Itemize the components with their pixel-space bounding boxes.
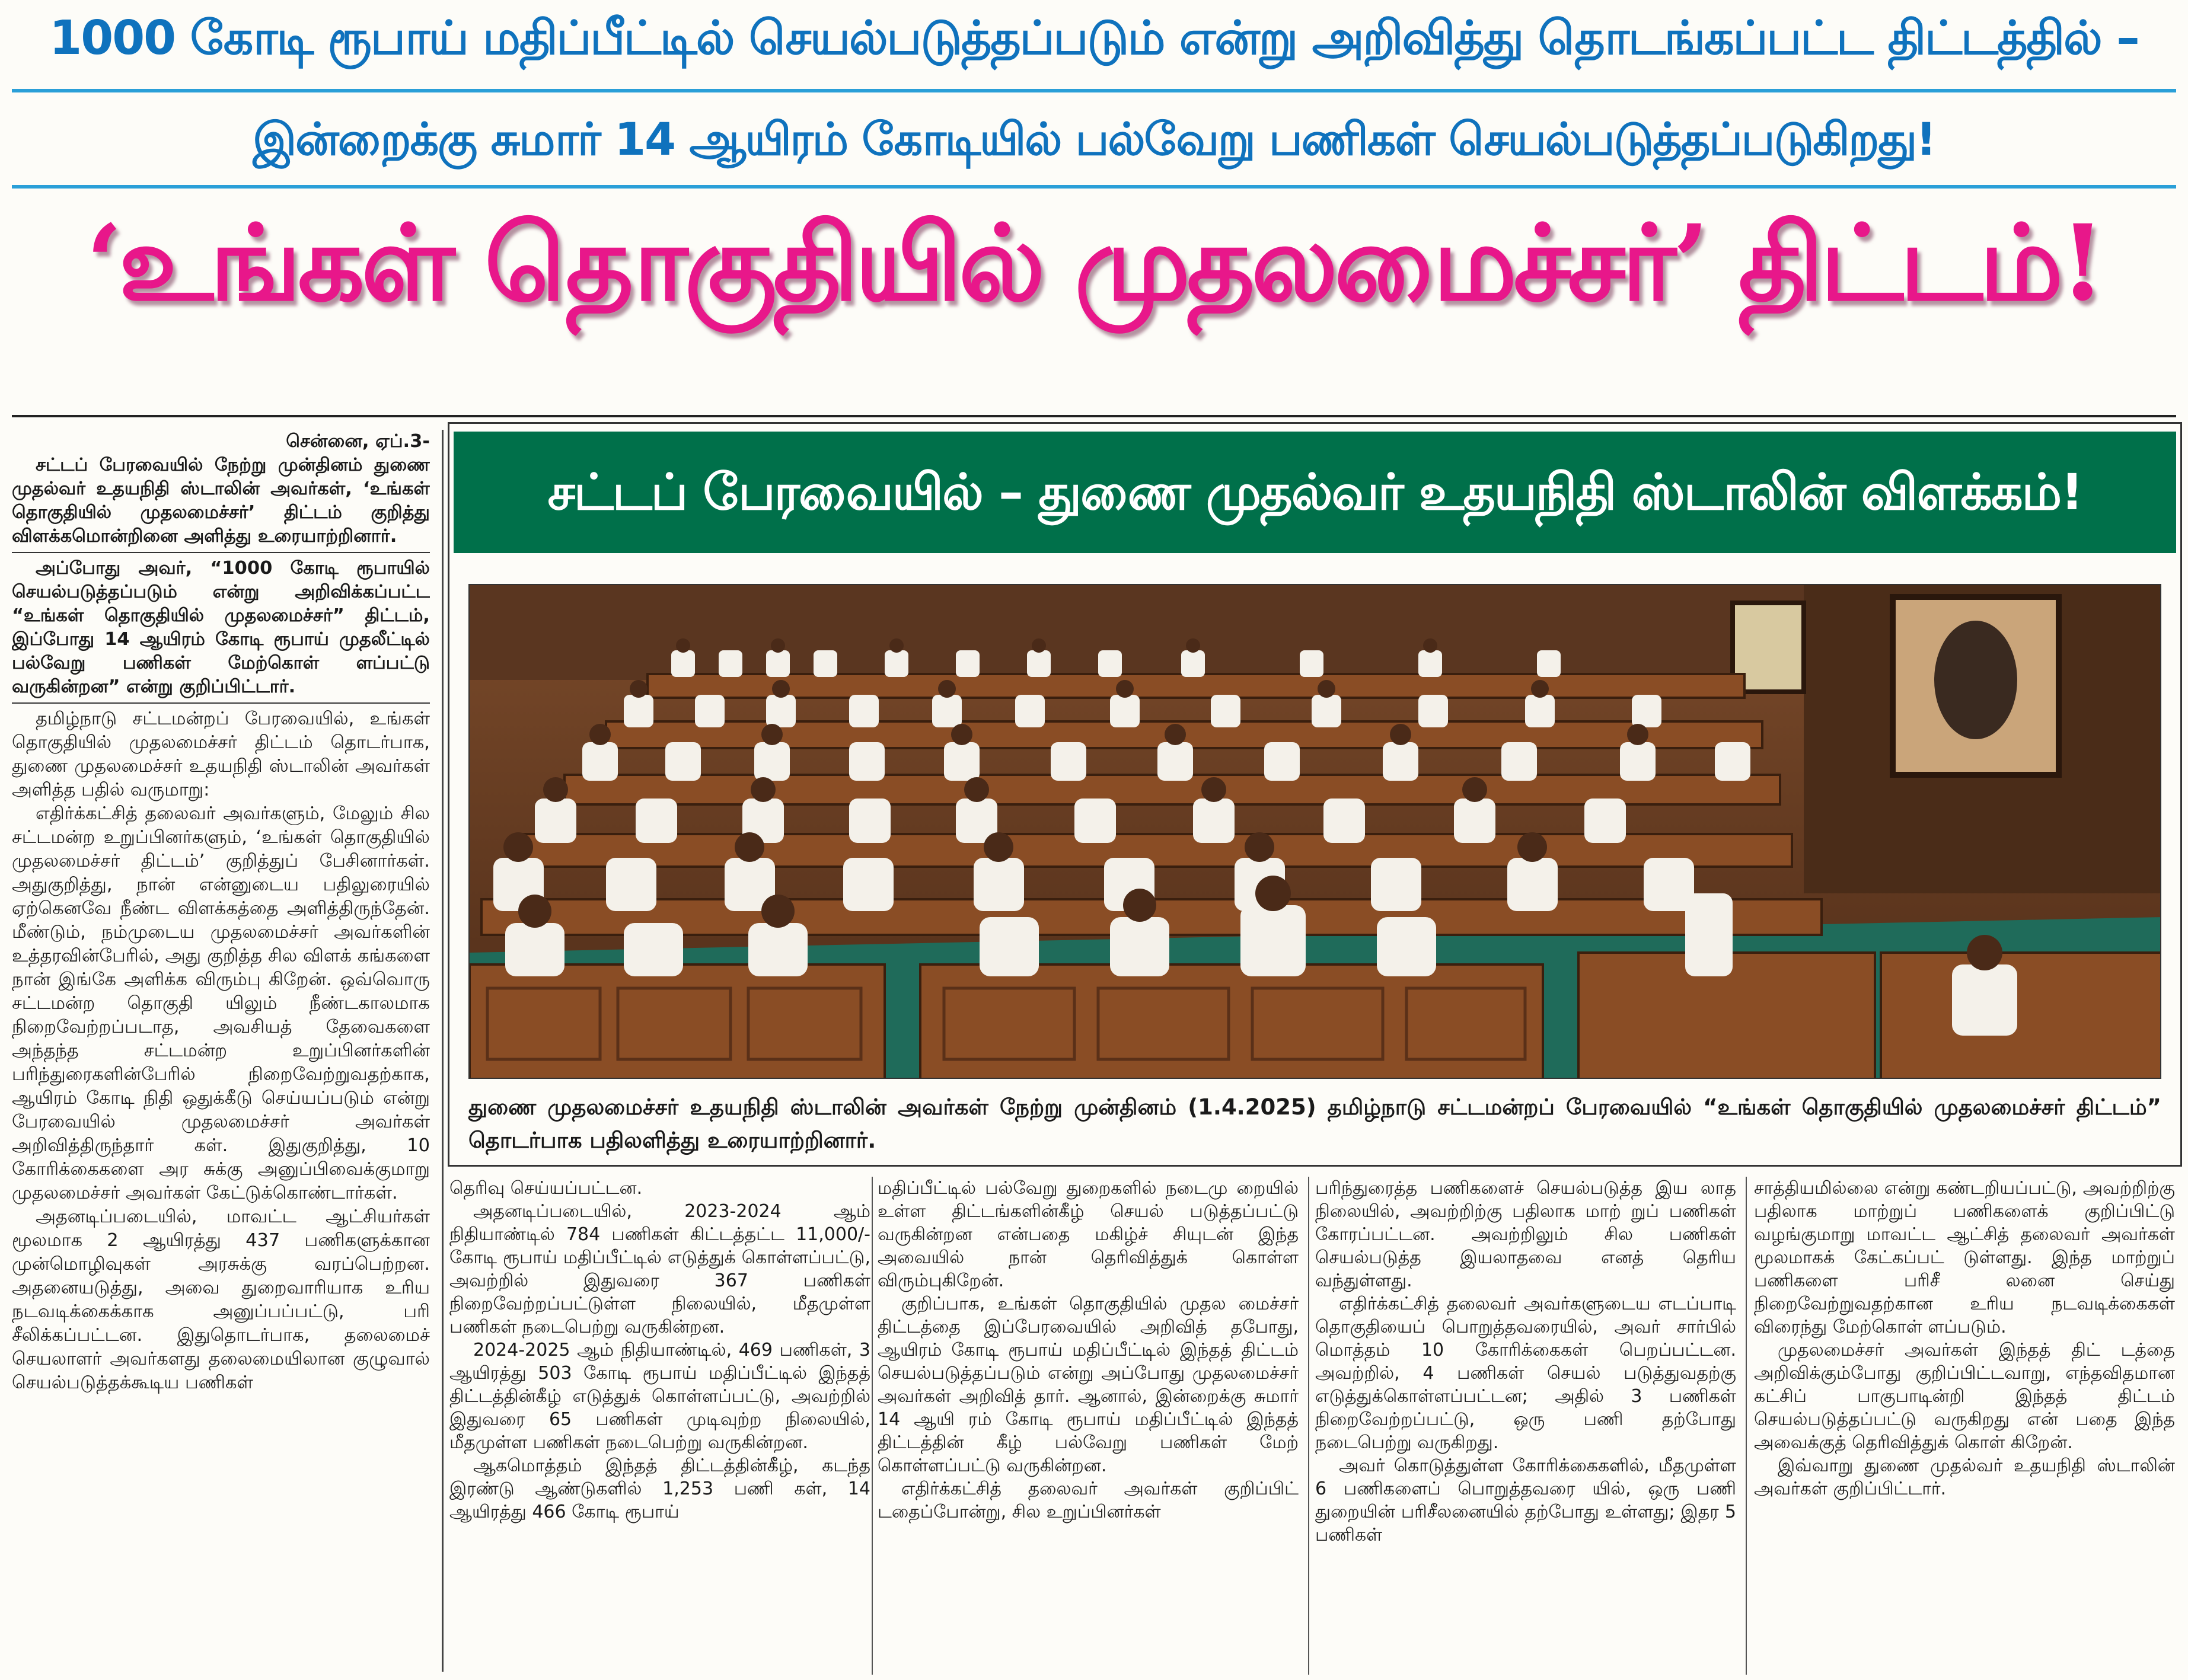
dateline: சென்னை, ஏப்.3- [286, 431, 430, 452]
kicker-line-1: 1000 கோடி ரூபாய் மதிப்பீட்டில் செயல்படுத்தப்படும் என்று அறிவித்து தொடங்கப்பட்ட திட்டத்தில் – [49, 11, 2139, 65]
banner-subheadline: சட்டப் பேரவையில் – துணை முதல்வர் உதயநிதி ஸ்டாலின் விளக்கம்! [454, 432, 2176, 553]
column-divider [872, 1177, 873, 1675]
col2-paragraph-2: குறிப்பாக, உங்கள் தொகுதியில் முதல மைச்சர் திட்டத்தை இப்பேரவையில் அறிவித் தபோது, ஆயிரம் கோடி ரூபாய் மதிப்பீட்டில் இந்தத் திட்டம் செயல்படுத்தப்படும் என்று அப்போது முதலமைச்சர் அவர்கள் அறிவித் தார். ஆனால், இன்றைக்கு சுமார் 14 ஆயி ரம் கோடி ரூபாய் மதிப்பீட்டில் இந்தத் திட்டத்தின் கீழ் பல்வேறு பணிகள் மேற் கொள்ளப்பட்டு வருகின்றன. [878, 1293, 1299, 1476]
col3-paragraph-2: எதிர்க்கட்சித் தலைவர் அவர்களுடைய எடப்பாடி தொகுதியைப் பொறுத்தவரையில், அவர் சார்பில் மொத்தம் 10 கோரிக்கைகள் பெறப்பட்டன. அவற்றில், 4 பணிகள் செயல் படுத்துவதற்கு எடுத்துக்கொள்ளப்பட்டன; அதில் 3 பணிகள் நிறைவேற்றப்பட்டு, ஒரு பணி தற்போது நடைபெற்று வருகிறது. [1315, 1293, 1736, 1453]
photo-caption: துணை முதலமைச்சர் உதயநிதி ஸ்டாலின் அவர்கள் நேற்று முன்தினம் (1.4.2025) தமிழ்நாடு சட்டமன்றப் பேரவையில் “உங்கள் தொகுதியில் முதலமைச்சர் திட்டம்” தொடர்பாக பதிலளித்து உரையாற்றினார். [468, 1094, 2161, 1153]
article-column-3 [1315, 1177, 1736, 1675]
col3-paragraph-3: அவர் கொடுத்துள்ள கோரிக்கைகளில், மீதமுள்ள 6 பணிகளைப் பொறுத்தவரை யில், ஒரு பணி துறையின் பரிசீலனையில் தற்போது உள்ளது; இதர 5 பணிகள் [1315, 1455, 1736, 1545]
left-paragraph-1: சட்டப் பேரவையில் நேற்று முன்தினம் துணை முதல்வர் உதயநிதி ஸ்டாலின் அவர்கள், ‘உங்கள் தொகுதியில் முதலமைச்சர்’ திட்டம் குறித்து விளக்கமொன்றினை அளித்து உரையாற்றினார். [12, 455, 430, 547]
header-rule-2 [12, 185, 2176, 189]
left-column [12, 430, 430, 1672]
article-column-1 [449, 1177, 870, 1675]
col1-paragraph-4: ஆகமொத்தம் இந்தத் திட்டத்தின்கீழ், கடந்த இரண்டு ஆண்டுகளில் 1,253 பணி கள், 14 ஆயிரத்து 466 கோடி ரூபாய் [449, 1455, 870, 1522]
column-divider [442, 430, 444, 1672]
columns-top-rule [12, 415, 2176, 417]
column-divider [1746, 1177, 1747, 1675]
assembly-photo [468, 584, 2161, 1079]
headline: ‘உங்கள் தொகுதியில் முதலமைச்சர்’ திட்டம்! [86, 202, 2102, 324]
col1-paragraph-2: அதனடிப்படையில், 2023-2024 ஆம் நிதியாண்டில் 784 பணிகள் கிட்டத்தட்ட 11,000/- கோடி ரூபாய் மதிப்பீட்டில் எடுத்துக் கொள்ளப்பட்டு, அவற்றில் இதுவரை 367 பணிகள் நிறைவேற்றப்பட்டுள்ள நிலையில், மீதமுள்ள பணிகள் நடைபெற்று வருகின்றன. [449, 1201, 870, 1337]
col4-paragraph-3: இவ்வாறு துணை முதல்வர் உதயநிதி ஸ்டாலின் அவர்கள் குறிப்பிட்டார். [1754, 1455, 2175, 1499]
left-paragraph-5: அதனடிப்படையில், மாவட்ட ஆட்சியர்கள் மூலமாக 2 ஆயிரத்து 437 பணிகளுக்கான முன்மொழிவுகள் அரசுக்கு வரப்பெற்றன. அதனையடுத்து, அவை துறைவாரியாக உரிய நடவடிக்கைக்காக அனுப்பப்பட்டு, பரி சீலிக்கப்பட்டன. இதுதொடர்பாக, தலைமைச் செயலாளர் அவர்களது தலைமையிலான குழுவால் செயல்படுத்தக்கூடிய பணிகள் [12, 1206, 430, 1393]
left-paragraph-3: தமிழ்நாடு சட்டமன்றப் பேரவையில், உங்கள் தொகுதியில் முதலமைச்சர் திட்டம் தொடர்பாக, துணை முதலமைச்சர் உதயநிதி ஸ்டாலின் அவர்கள் அளித்த பதில் வருமாறு: [12, 708, 430, 800]
paragraph-separator [12, 552, 430, 553]
header-rule-1 [12, 89, 2176, 92]
col3-paragraph-1: பரிந்துரைத்த பணிகளைச் செயல்படுத்த இய லாத நிலையில், அவற்றிற்கு பதிலாக மாற் றுப் பணிகள் கோரப்பட்டன. அவற்றிலும் சில பணிகள் செயல்படுத்த இயலாதவை எனத் தெரிய வந்துள்ளது. [1315, 1178, 1736, 1291]
col1-paragraph-1: தெரிவு செய்யப்பட்டன. [449, 1178, 643, 1199]
paragraph-separator [12, 702, 430, 704]
kicker-line-2: இன்றைக்கு சுமார் 14 ஆயிரம் கோடியில் பல்வேறு பணிகள் செயல்படுத்தப்படுகிறது! [253, 113, 1935, 165]
article-column-4 [1754, 1177, 2175, 1675]
col4-paragraph-1: சாத்தியமில்லை என்று கண்டறியப்பட்டு, அவற்றிற்கு பதிலாக மாற்றுப் பணிகளைக் குறிப்பிட்டு வழங்குமாறு மாவட்ட ஆட்சித் தலைவர் அவர்கள் மூலமாகக் கேட்கப்பட் டுள்ளது. இந்த மாற்றுப் பணிகளை பரிசீ லனை செய்து நிறைவேற்றுவதற்கான உரிய நடவடிக்கைகள் விரைந்து மேற்கொள் ளப்படும். [1754, 1178, 2175, 1337]
col2-paragraph-1: மதிப்பீட்டில் பல்வேறு துறைகளில் நடைமு றையில் உள்ள திட்டங்களின்கீழ் செயல் படுத்தப்பட்டு வருகின்றன என்பதை மகிழ்ச் சியுடன் இந்த அவையில் நான் தெரிவித்துக் கொள்ள விரும்புகிறேன். [878, 1178, 1299, 1291]
col2-paragraph-3: எதிர்க்கட்சித் தலைவர் அவர்கள் குறிப்பிட் டதைப்போன்று, சில உறுப்பினர்கள் [878, 1478, 1299, 1522]
col4-paragraph-2: முதலமைச்சர் அவர்கள் இந்தத் திட் டத்தை அறிவிக்கும்போது குறிப்பிட்டவாறு, எந்தவிதமான கட்சிப் பாகுபாடின்றி இந்தத் திட்டம் செயல்படுத்தப்பட்டு வருகிறது என் பதை இந்த அவைக்குத் தெரிவித்துக் கொள் கிறேன். [1754, 1340, 2175, 1453]
caption-rule [454, 1165, 2176, 1167]
article-column-2 [878, 1177, 1299, 1675]
left-paragraph-2: அப்போது அவர், “1000 கோடி ரூபாயில் செயல்படுத்தப்படும் என்று அறிவிக்கப்பட்ட “உங்கள் தொகுதியில் முதலமைச்சர்” திட்டம், இப்போது 14 ஆயிரம் கோடி ரூபாய் முதலீட்டில் பல்வேறு பணிகள் மேற்கொள் ளப்பட்டு வருகின்றன” என்று குறிப்பிட்டார். [12, 558, 430, 697]
column-divider [1308, 1177, 1309, 1675]
left-paragraph-4: எதிர்க்கட்சித் தலைவர் அவர்களும், மேலும் சில சட்டமன்ற உறுப்பினர்களும், ‘உங்கள் தொகுதியில் முதலமைச்சர் திட்டம்’ குறித்துப் பேசினார்கள். அதுகுறித்து, நான் என்னுடைய பதிலுரையில் ஏற்கெனவே நீண்ட விளக்கத்தை அளித்திருந்தேன். மீண்டும், நம்முடைய முதலமைச்சர் அவர்களின் உத்தரவின்பேரில், அது குறித்த சில விளக் கங்களை நான் இங்கே அளிக்க விரும்பு கிறேன். ஒவ்வொரு சட்டமன்ற தொகுதி யிலும் நீண்டகாலமாக நிறைவேற்றப்படாத, அவசியத் தேவைகளை அந்தந்த சட்டமன்ற உறுப்பினர்களின் பரிந்துரைகளின்பேரில் நிறைவேற்றுவதற்காக, ஆயிரம் கோடி நிதி ஒதுக்கீடு செய்யப்படும் என்று பேரவையில் முதலமைச்சர் அவர்கள் அறிவித்திருந்தார் கள். இதுகுறித்து, 10 கோரிக்கைகளை அர சுக்கு அனுப்பிவைக்குமாறு முதலமைச்சர் அவர்கள் கேட்டுக்கொண்டார்கள். [12, 803, 430, 1203]
col1-paragraph-3: 2024-2025 ஆம் நிதியாண்டில், 469 பணிகள், 3 ஆயிரத்து 503 கோடி ரூபாய் மதிப்பீட்டில் இந்தத் திட்டத்தின்கீழ் எடுத்துக் கொள்ளப்பட்டு, அவற்றில் இதுவரை 65 பணிகள் முடிவுற்ற நிலையில், மீதமுள்ள பணிகள் நடைபெற்று வருகின்றன. [449, 1340, 870, 1453]
